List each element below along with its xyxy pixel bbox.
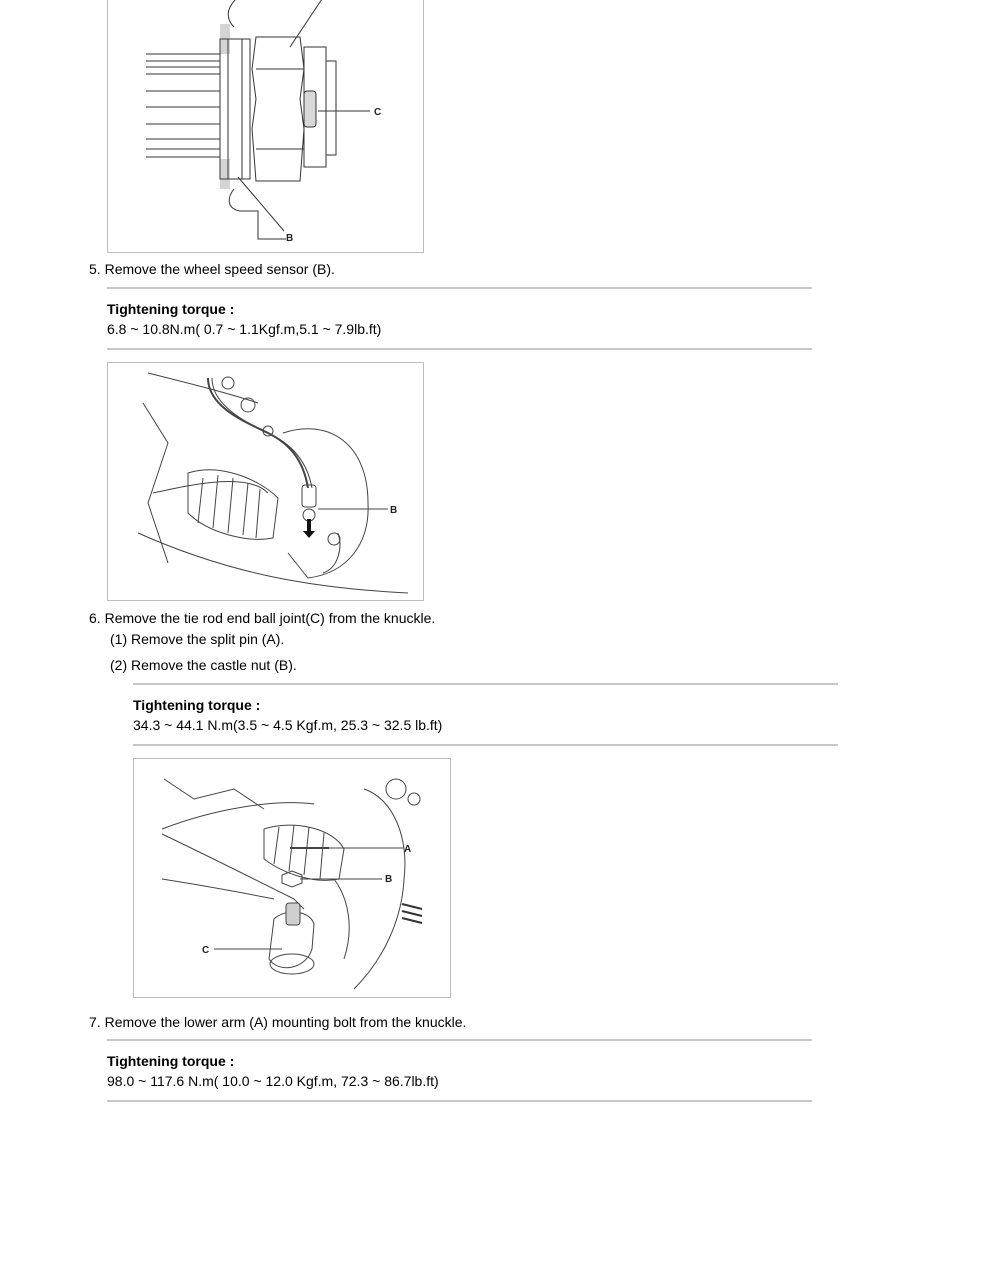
- callout-b: B: [385, 874, 393, 885]
- substep-1: [110, 630, 284, 648]
- tie-rod-end-illustration: [134, 759, 451, 998]
- torque-value: 98.0 ~ 117.6 N.m( 10.0 ~ 12.0 Kgf.m, 72.3 ~ 86.7lb.ft): [107, 1073, 439, 1089]
- wheel-speed-sensor-illustration: [108, 363, 424, 601]
- figure-wheel-speed-sensor: [107, 362, 424, 601]
- torque-label: Tightening torque :: [107, 301, 235, 317]
- substep-number: (1): [110, 631, 128, 647]
- divider: [133, 683, 838, 685]
- torque-spec-box: [107, 287, 812, 350]
- divider: [133, 744, 838, 746]
- callout-a: A: [404, 844, 412, 855]
- hub-nut-illustration: [108, 0, 424, 253]
- step-number: 6.: [89, 610, 101, 626]
- step-text: Remove the wheel speed sensor (B).: [104, 261, 335, 277]
- torque-label: Tightening torque :: [133, 697, 261, 713]
- substep-text: Remove the split pin (A).: [131, 631, 285, 647]
- torque-value: 34.3 ~ 44.1 N.m(3.5 ~ 4.5 Kgf.m, 25.3 ~ 32.5 lb.ft): [133, 717, 443, 733]
- torque-value: 6.8 ~ 10.8N.m( 0.7 ~ 1.1Kgf.m,5.1 ~ 7.9lb.ft): [107, 321, 382, 337]
- substep-2: [110, 656, 297, 674]
- step-6: [89, 609, 435, 627]
- callout-c: C: [374, 107, 382, 118]
- step-text: Remove the lower arm (A) mounting bolt from the knuckle.: [104, 1014, 467, 1030]
- callout-b: B: [390, 505, 398, 516]
- step-7: [89, 1013, 466, 1031]
- torque-label: Tightening torque :: [107, 1053, 235, 1069]
- divider: [107, 287, 812, 289]
- divider: [107, 1100, 812, 1102]
- callout-b: B: [286, 233, 294, 244]
- torque-spec-box: [107, 1039, 812, 1102]
- figure-tie-rod-end: [133, 758, 451, 998]
- torque-spec-box: [133, 683, 838, 746]
- substep-number: (2): [110, 657, 128, 673]
- step-number: 7.: [89, 1014, 101, 1030]
- callout-c: C: [202, 945, 210, 956]
- step-number: 5.: [89, 261, 101, 277]
- substep-text: Remove the castle nut (B).: [131, 657, 297, 673]
- divider: [107, 1039, 812, 1041]
- figure-hub-nut-diagram: [107, 0, 424, 253]
- divider: [107, 348, 812, 350]
- step-text: Remove the tie rod end ball joint(C) from the knuckle.: [104, 610, 436, 626]
- step-5: [89, 260, 335, 278]
